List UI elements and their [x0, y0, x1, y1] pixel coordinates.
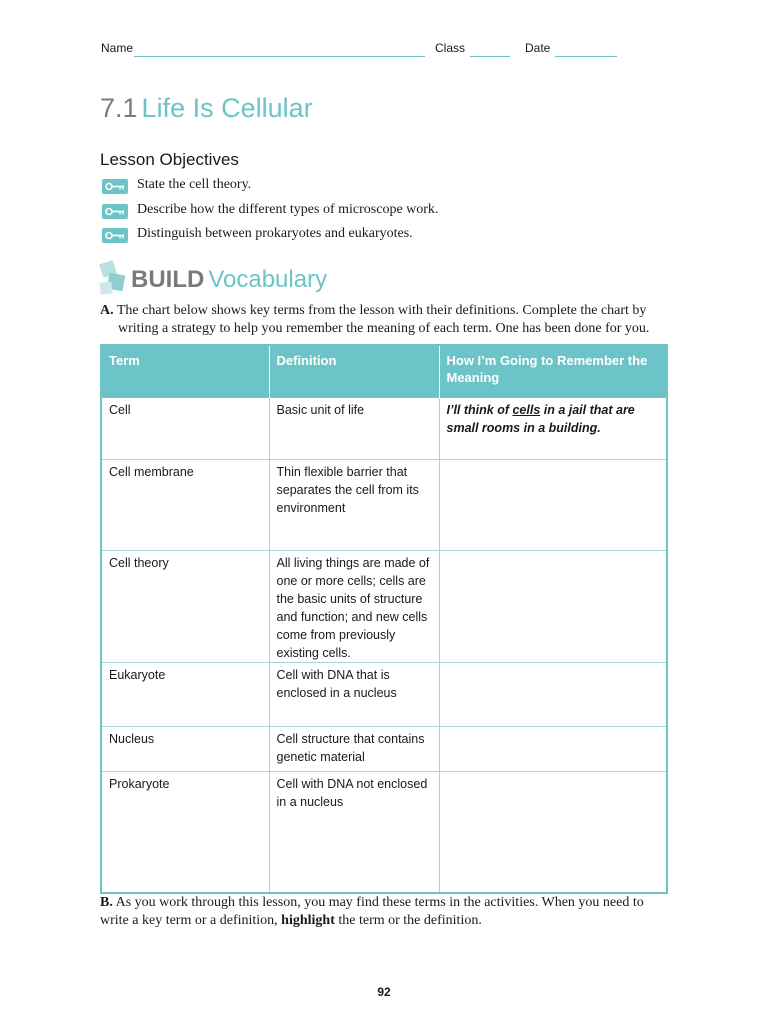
- class-field[interactable]: [470, 56, 510, 57]
- class-label: Class: [435, 41, 466, 55]
- part-a-instructions: [100, 302, 672, 338]
- name-field[interactable]: [134, 56, 425, 57]
- definition-cell: Basic unit of life: [269, 398, 439, 459]
- table-header-row: [101, 345, 667, 398]
- strategy-input-cell[interactable]: [439, 726, 667, 771]
- objective-text: Distinguish between prokaryotes and eukaryotes.: [137, 226, 413, 241]
- key-icon: [102, 179, 128, 194]
- term-cell: Nucleus: [101, 726, 269, 771]
- building-blocks-icon: [98, 258, 130, 298]
- table-row: [101, 459, 667, 550]
- strategy-input-cell[interactable]: [439, 459, 667, 550]
- definition-cell: Thin flexible barrier that separates the cell from its environment: [269, 459, 439, 550]
- part-b-bold-word: highlight: [281, 913, 335, 928]
- key-icon: [102, 228, 128, 243]
- term-cell: Cell theory: [101, 550, 269, 662]
- table-row: [101, 771, 667, 893]
- section-title: Life Is Cellular: [141, 93, 313, 123]
- vocabulary-table: [100, 344, 668, 894]
- definition-cell: Cell with DNA not enclosed in a nucleus: [269, 771, 439, 893]
- part-a-line-2: writing a strategy to help you remember the meaning of each term. One has been done for you.: [118, 321, 650, 336]
- definition-cell: All living things are made of one or more cells; cells are the basic units of structure and function; and new cells come from previously existing cells.: [269, 550, 439, 662]
- date-field[interactable]: [555, 56, 617, 57]
- objective-text: State the cell theory.: [137, 177, 252, 192]
- table-row: [101, 726, 667, 771]
- definition-cell: Cell structure that contains genetic material: [269, 726, 439, 771]
- section-number: 7.1: [100, 93, 138, 123]
- strategy-input-cell[interactable]: [439, 771, 667, 893]
- date-label: Date: [525, 41, 551, 55]
- column-header-strategy: How I’m Going to Remember the Meaning: [439, 345, 667, 398]
- key-icon: [102, 204, 128, 219]
- strategy-input-cell[interactable]: [439, 550, 667, 662]
- part-b-instructions: [100, 894, 672, 930]
- strategy-text-pre: I’ll think of: [446, 403, 513, 417]
- part-b-text-pre: As you work through this lesson, you may find these terms in the activities. When you need to write a key term or a definition,: [100, 895, 644, 928]
- part-a-line-1: The chart below shows key terms from the lesson with their definitions. Complete the chart by: [116, 303, 647, 318]
- page-title: [100, 93, 313, 124]
- build-word: BUILD: [131, 266, 205, 293]
- term-cell: Eukaryote: [101, 662, 269, 726]
- objective-text: Describe how the different types of microscope work.: [137, 202, 439, 217]
- part-a-label: A.: [100, 303, 114, 318]
- table-row: [101, 550, 667, 662]
- table-row: [101, 662, 667, 726]
- term-cell: Cell membrane: [101, 459, 269, 550]
- table-row: [101, 398, 667, 459]
- strategy-cell: [439, 398, 667, 459]
- term-cell: Prokaryote: [101, 771, 269, 893]
- definition-cell: Cell with DNA that is enclosed in a nucleus: [269, 662, 439, 726]
- vocabulary-word: Vocabulary: [208, 266, 328, 293]
- strategy-underlined-word: cells: [512, 403, 541, 417]
- strategy-text-post: in a jail that are small rooms in a building.: [446, 403, 635, 435]
- term-cell: Cell: [109, 403, 131, 417]
- page-number: 92: [377, 985, 391, 999]
- column-header-definition: Definition: [269, 345, 439, 398]
- strategy-input-cell[interactable]: [439, 662, 667, 726]
- part-b-label: B.: [100, 895, 113, 910]
- name-label: Name: [101, 41, 134, 55]
- part-b-text-post: the term or the definition.: [334, 913, 482, 928]
- build-vocabulary-heading: [98, 258, 398, 298]
- column-header-term: Term: [101, 345, 269, 398]
- objectives-heading: Lesson Objectives: [100, 150, 239, 169]
